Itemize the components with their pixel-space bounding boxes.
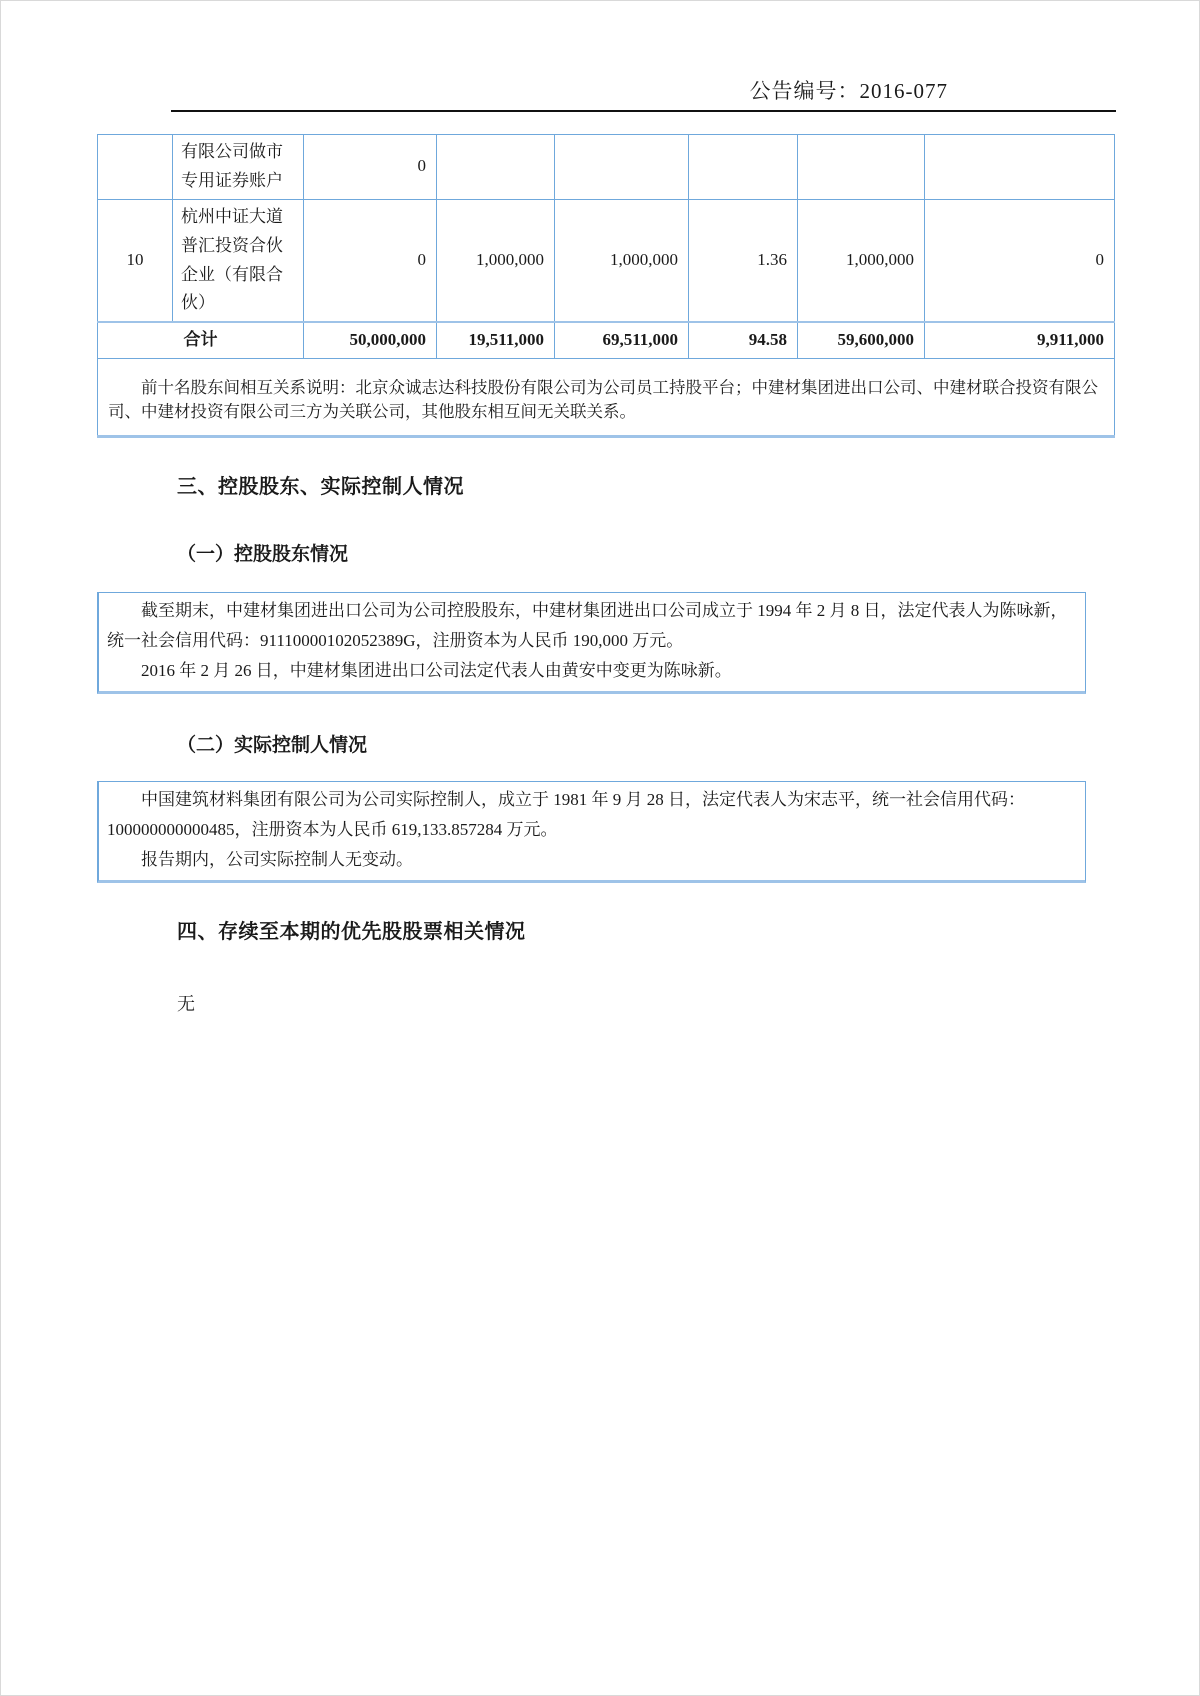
page-header [171,77,1116,112]
total-cell: 50,000,000 [304,322,437,358]
total-cell: 69,511,000 [555,322,689,358]
subsection-2-heading: （二）实际控制人情况 [177,734,368,756]
table-cell: 杭州中证大道普汇投资合伙企业（有限合伙） [173,199,304,322]
table-cell [98,135,173,200]
total-cell: 19,511,000 [437,322,555,358]
table-cell: 10 [98,199,173,322]
controlling-shareholder-paragraph-2: 2016 年 2 月 26 日，中建材集团进出口公司法定代表人由黄安中变更为陈咏新。 [141,661,732,681]
doc-number: 公告编号：2016-077 [749,79,948,103]
total-row [98,322,1115,358]
table-cell: 有限公司做市专用证券账户 [173,135,304,200]
total-cell: 59,600,000 [798,322,925,358]
actual-controller-paragraph-1: 中国建筑材料集团有限公司为公司实际控制人，成立于 1981 年 9 月 28 日，法定代表人为宋志平，统一社会信用代码：100000000000485，注册资本为人民币 619,133.857284 万元。 [107,789,1025,839]
table-row [98,135,1115,200]
header-rule [171,110,1116,112]
table-cell: 1,000,000 [437,199,555,322]
table-cell [689,135,798,200]
relationship-note: 前十名股东间相互关系说明：北京众诚志达科技股份有限公司为公司员工持股平台；中建材集团进出口公司、中建材联合投资有限公司、中建材投资有限公司三方为关联公司，其他股东相互间无关联关系。 [98,359,1115,437]
actual-controller-box [97,781,1086,883]
controlling-shareholder-paragraph-1: 截至期末，中建材集团进出口公司为公司控股股东，中建材集团进出口公司成立于 1994 年 2 月 8 日，法定代表人为陈咏新，统一社会信用代码：91110000102052389G，注册资本为人民币 190,000 万元。 [107,601,1068,651]
table-cell: 0 [925,199,1115,322]
actual-controller-paragraph-2: 报告期内，公司实际控制人无变动。 [141,849,413,869]
table-cell: 1,000,000 [555,199,689,322]
table-cell: 0 [304,135,437,200]
table-cell: 1,000,000 [798,199,925,322]
subsection-1-heading: （一）控股股东情况 [177,544,349,566]
total-cell: 9,911,000 [925,322,1115,358]
table-cell: 0 [304,199,437,322]
note-row [98,359,1115,437]
total-label: 合计 [98,322,304,358]
table-cell [555,135,689,200]
total-cell: 94.58 [689,322,798,358]
section-4-heading: 四、存续至本期的优先股股票相关情况 [177,920,526,943]
table-cell [798,135,925,200]
table-row [98,199,1115,322]
table-cell [925,135,1115,200]
table-cell [437,135,555,200]
controlling-shareholder-box [97,592,1086,694]
section-3-heading: 三、控股股东、实际控制人情况 [177,476,464,499]
table-cell: 1.36 [689,199,798,322]
table-data-rows [98,135,1115,323]
shareholder-table [97,134,1115,438]
section-4-body: 无 [177,993,195,1014]
table-footer-rows [98,322,1115,436]
